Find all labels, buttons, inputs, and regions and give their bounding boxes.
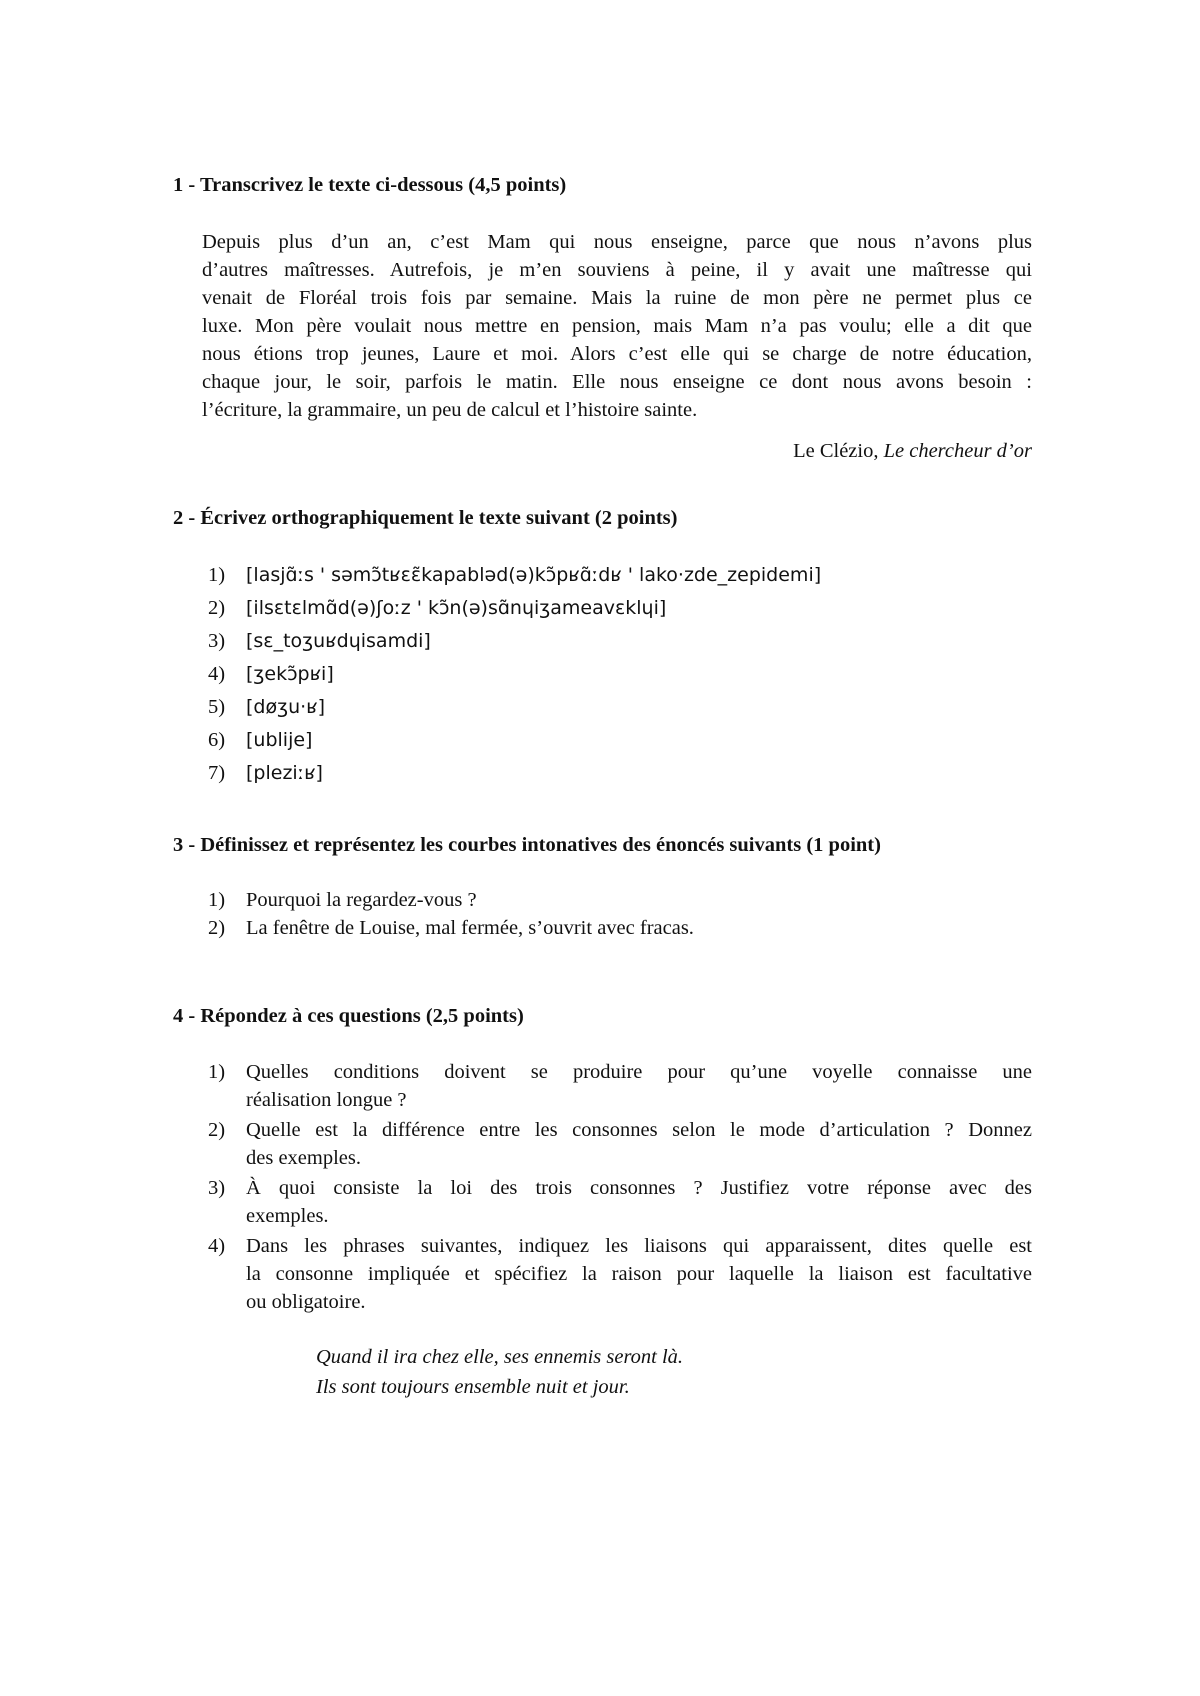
ipa-text: [ublije] <box>246 729 313 751</box>
item-number: 2) <box>208 597 226 619</box>
item-number: 1) <box>208 889 226 911</box>
passage-attribution <box>793 440 1032 463</box>
list-item <box>202 1058 1032 1114</box>
question-line: ou obligatoire. <box>246 1291 366 1313</box>
list-item <box>202 757 1032 790</box>
section-1-passage <box>202 228 1032 424</box>
section-2-list <box>202 559 1032 790</box>
list-item <box>202 691 1032 724</box>
section-3-list <box>202 886 1032 942</box>
list-item <box>202 914 1032 942</box>
question-line: réalisation longue ? <box>246 1089 407 1111</box>
attribution-work: Le chercheur d’or <box>883 440 1032 462</box>
passage-line: d’autres maîtresses. Autrefois, je m’en souviens à peine, il y avait une maîtresse qui <box>202 259 1032 281</box>
list-item <box>202 625 1032 658</box>
utterance-text: La fenêtre de Louise, mal fermée, s’ouvrit avec fracas. <box>246 917 694 939</box>
ipa-text: [lasjɑ̃ːs ' səmɔ̃tʁɛɛ̃kapabləd(ə)kɔ̃pʁɑ̃ːdʁ ' lako·zde_zepidemi] <box>246 564 822 586</box>
list-item <box>202 886 1032 914</box>
question-text <box>246 1174 1032 1230</box>
passage-line: nous étions trop jeunes, Laure et moi. Alors c’est elle qui se charge de notre éducation, <box>202 343 1032 365</box>
question-text <box>246 1232 1032 1316</box>
item-number: 4) <box>208 663 226 685</box>
item-number: 3) <box>208 1177 226 1199</box>
question-line: la consonne impliquée et spécifiez la raison pour laquelle la liaison est facultative <box>246 1263 1032 1285</box>
list-item <box>202 1174 1032 1230</box>
section-1-heading: 1 - Transcrivez le texte ci-dessous (4,5 points) <box>173 174 567 196</box>
section-3-heading: 3 - Définissez et représentez les courbes intonatives des énoncés suivants (1 point) <box>173 834 881 856</box>
utterance-text: Pourquoi la regardez-vous ? <box>246 889 477 911</box>
item-number: 2) <box>208 917 226 939</box>
item-number: 4) <box>208 1235 226 1257</box>
item-number: 1) <box>208 564 226 586</box>
list-item <box>202 559 1032 592</box>
ipa-text: [sɛ_toʒuʁdɥisamdi] <box>246 630 431 652</box>
attribution-author: Le Clézio, <box>793 440 884 462</box>
question-line: Quelle est la différence entre les consonnes selon le mode d’articulation ? Donnez <box>246 1119 1032 1141</box>
section-2-heading: 2 - Écrivez orthographiquement le texte suivant (2 points) <box>173 507 678 529</box>
item-number: 3) <box>208 630 226 652</box>
example-sentence: Ils sont toujours ensemble nuit et jour. <box>316 1376 630 1398</box>
list-item <box>202 1116 1032 1172</box>
item-number: 5) <box>208 696 226 718</box>
item-number: 7) <box>208 762 226 784</box>
passage-line: luxe. Mon père voulait nous mettre en pension, mais Mam n’a pas voulu; elle a dit que <box>202 315 1032 337</box>
question-text <box>246 1116 1032 1172</box>
question-text <box>246 1058 1032 1114</box>
ipa-text: [ilsɛtɛlmɑ̃d(ə)ʃoːz ' kɔ̃n(ə)sɑ̃nɥiʒameavɛklɥi] <box>246 597 667 619</box>
passage-line: l’écriture, la grammaire, un peu de calcul et l’histoire sainte. <box>202 399 698 421</box>
passage-line: venait de Floréal trois fois par semaine. Mais la ruine de mon père ne permet plus ce <box>202 287 1032 309</box>
list-item <box>202 724 1032 757</box>
list-item <box>202 658 1032 691</box>
question-line: des exemples. <box>246 1147 361 1169</box>
item-number: 1) <box>208 1061 226 1083</box>
list-item <box>202 1232 1032 1316</box>
liaison-examples <box>316 1342 683 1402</box>
ipa-text: [døʒu·ʁ] <box>246 696 326 718</box>
passage-line: chaque jour, le soir, parfois le matin. Elle nous enseigne ce dont nous avons besoin : <box>202 371 1032 393</box>
passage-line: Depuis plus d’un an, c’est Mam qui nous enseigne, parce que nous n’avons plus <box>202 231 1032 253</box>
item-number: 2) <box>208 1119 226 1141</box>
section-4-list <box>202 1058 1032 1318</box>
list-item <box>202 592 1032 625</box>
ipa-text: [ʒekɔ̃pʁi] <box>246 663 334 685</box>
question-line: exemples. <box>246 1205 329 1227</box>
example-sentence: Quand il ira chez elle, ses ennemis seront là. <box>316 1346 684 1368</box>
question-line: À quoi consiste la loi des trois consonnes ? Justifiez votre réponse avec des <box>246 1177 1032 1199</box>
question-line: Quelles conditions doivent se produire pour qu’une voyelle connaisse une <box>246 1061 1032 1083</box>
ipa-text: [pleziːʁ] <box>246 762 323 784</box>
item-number: 6) <box>208 729 226 751</box>
section-4-heading: 4 - Répondez à ces questions (2,5 points) <box>173 1005 524 1027</box>
question-line: Dans les phrases suivantes, indiquez les liaisons qui apparaissent, dites quelle est <box>246 1235 1032 1257</box>
